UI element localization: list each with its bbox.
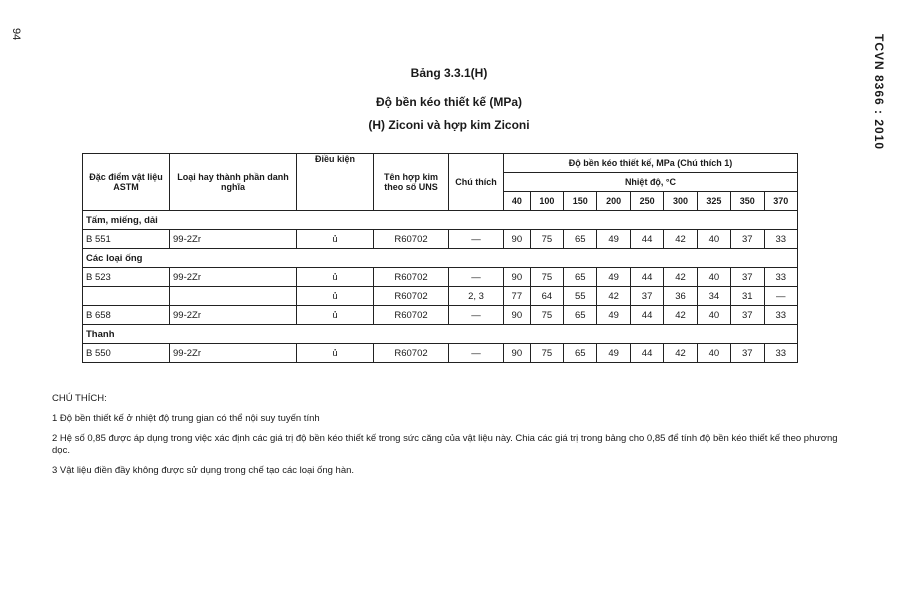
value-cell: 31 — [731, 287, 764, 306]
temp-cell: 300 — [664, 192, 697, 211]
table-row — [83, 287, 798, 306]
uns-cell: R60702 — [374, 230, 449, 249]
condition-cell: ủ — [297, 306, 374, 325]
header-note: Chú thích — [449, 154, 504, 211]
header-condition: Điều kiện — [297, 154, 374, 211]
value-cell: 33 — [764, 306, 798, 325]
temp-cell: 325 — [697, 192, 730, 211]
condition-cell: ủ — [297, 287, 374, 306]
note-cell: 2, 3 — [449, 287, 504, 306]
table-title: Độ bền kéo thiết kế (MPa) — [375, 95, 523, 109]
uns-cell: R60702 — [374, 287, 449, 306]
condition-cell: ủ — [297, 230, 374, 249]
value-cell: 34 — [697, 287, 730, 306]
value-cell: 64 — [530, 287, 563, 306]
type-cell: 99-2Zr — [170, 230, 297, 249]
value-cell: 90 — [504, 230, 531, 249]
temp-cell: 40 — [504, 192, 531, 211]
temp-cell: 150 — [564, 192, 597, 211]
value-cell: — — [764, 287, 798, 306]
page-number: 94 — [10, 28, 22, 41]
value-cell: 37 — [731, 268, 764, 287]
table-row — [83, 230, 798, 249]
value-cell: 40 — [697, 344, 730, 363]
value-cell: 55 — [564, 287, 597, 306]
value-cell: 44 — [630, 230, 663, 249]
value-cell: 65 — [564, 306, 597, 325]
spec-cell: B 550 — [83, 344, 170, 363]
value-cell: 40 — [697, 306, 730, 325]
standard-code: TCVN 8366 : 2010 — [872, 34, 886, 151]
value-cell: 49 — [597, 344, 630, 363]
header-alloy: Tên hợp kim theo số UNS — [374, 154, 449, 211]
type-cell — [170, 287, 297, 306]
uns-cell: R60702 — [374, 344, 449, 363]
temp-cell: 370 — [764, 192, 798, 211]
group-label: Các loại ống — [83, 249, 798, 268]
value-cell: 40 — [697, 268, 730, 287]
value-cell: 36 — [664, 287, 697, 306]
note-cell: — — [449, 268, 504, 287]
value-cell: 37 — [731, 344, 764, 363]
note-cell: — — [449, 230, 504, 249]
spec-cell: B 658 — [83, 306, 170, 325]
value-cell: 33 — [764, 230, 798, 249]
table-id: Bảng 3.3.1(H) — [410, 66, 488, 80]
temp-cell: 100 — [530, 192, 563, 211]
value-cell: 65 — [564, 344, 597, 363]
temp-cell: 200 — [597, 192, 630, 211]
group-row — [83, 249, 798, 268]
value-cell: 42 — [664, 344, 697, 363]
group-label: Tấm, miếng, dải — [83, 211, 798, 230]
table-row — [83, 268, 798, 287]
type-cell: 99-2Zr — [170, 344, 297, 363]
note-cell: — — [449, 344, 504, 363]
value-cell: 49 — [597, 268, 630, 287]
value-cell: 42 — [664, 268, 697, 287]
header-row — [83, 154, 798, 173]
notes-heading: CHÚ THÍCH: — [52, 393, 107, 404]
value-cell: 65 — [564, 268, 597, 287]
spec-cell: B 551 — [83, 230, 170, 249]
value-cell: 37 — [630, 287, 663, 306]
value-cell: 42 — [664, 306, 697, 325]
value-cell: 75 — [530, 306, 563, 325]
group-row — [83, 211, 798, 230]
uns-cell: R60702 — [374, 306, 449, 325]
value-cell: 37 — [731, 306, 764, 325]
strength-table — [82, 153, 798, 363]
value-cell: 33 — [764, 344, 798, 363]
header-material: Đặc điểm vật liệu ASTM — [83, 154, 170, 211]
notes-section — [52, 393, 852, 485]
value-cell: 75 — [530, 268, 563, 287]
header-temp: Nhiệt độ, °C — [504, 173, 798, 192]
type-cell: 99-2Zr — [170, 268, 297, 287]
type-cell: 99-2Zr — [170, 306, 297, 325]
value-cell: 44 — [630, 306, 663, 325]
value-cell: 42 — [664, 230, 697, 249]
note-cell: — — [449, 306, 504, 325]
uns-cell: R60702 — [374, 268, 449, 287]
spec-cell: B 523 — [83, 268, 170, 287]
note-2: 2 Hệ số 0,85 được áp dụng trong việc xác định các giá trị độ bền kéo thiết kế trong sức căng của vật liệu này. Chia các giá trị trong bảng cho 0,85 để tính độ bền kéo thiết kế theo phương dọc. — [52, 433, 838, 456]
temp-cell: 250 — [630, 192, 663, 211]
value-cell: 33 — [764, 268, 798, 287]
group-label: Thanh — [83, 325, 798, 344]
value-cell: 90 — [504, 344, 531, 363]
value-cell: 49 — [597, 306, 630, 325]
value-cell: 77 — [504, 287, 531, 306]
value-cell: 75 — [530, 230, 563, 249]
value-cell: 40 — [697, 230, 730, 249]
condition-cell: ủ — [297, 268, 374, 287]
table-subtitle: (H) Ziconi và hợp kim Ziconi — [368, 118, 530, 132]
value-cell: 37 — [731, 230, 764, 249]
value-cell: 90 — [504, 268, 531, 287]
group-row — [83, 325, 798, 344]
condition-cell: ủ — [297, 344, 374, 363]
table-row — [83, 344, 798, 363]
value-cell: 49 — [597, 230, 630, 249]
value-cell: 90 — [504, 306, 531, 325]
header-type: Loại hay thành phần danh nghĩa — [170, 154, 297, 211]
temp-cell: 350 — [731, 192, 764, 211]
value-cell: 44 — [630, 344, 663, 363]
value-cell: 65 — [564, 230, 597, 249]
table-row — [83, 306, 798, 325]
header-strength: Độ bền kéo thiết kế, MPa (Chú thích 1) — [504, 154, 798, 173]
spec-cell — [83, 287, 170, 306]
note-1: 1 Độ bền thiết kế ở nhiệt độ trung gian có thể nội suy tuyến tính — [52, 413, 320, 424]
value-cell: 75 — [530, 344, 563, 363]
value-cell: 42 — [597, 287, 630, 306]
note-3: 3 Vật liệu điền đầy không được sử dụng trong chế tạo các loại ống hàn. — [52, 465, 355, 476]
value-cell: 44 — [630, 268, 663, 287]
